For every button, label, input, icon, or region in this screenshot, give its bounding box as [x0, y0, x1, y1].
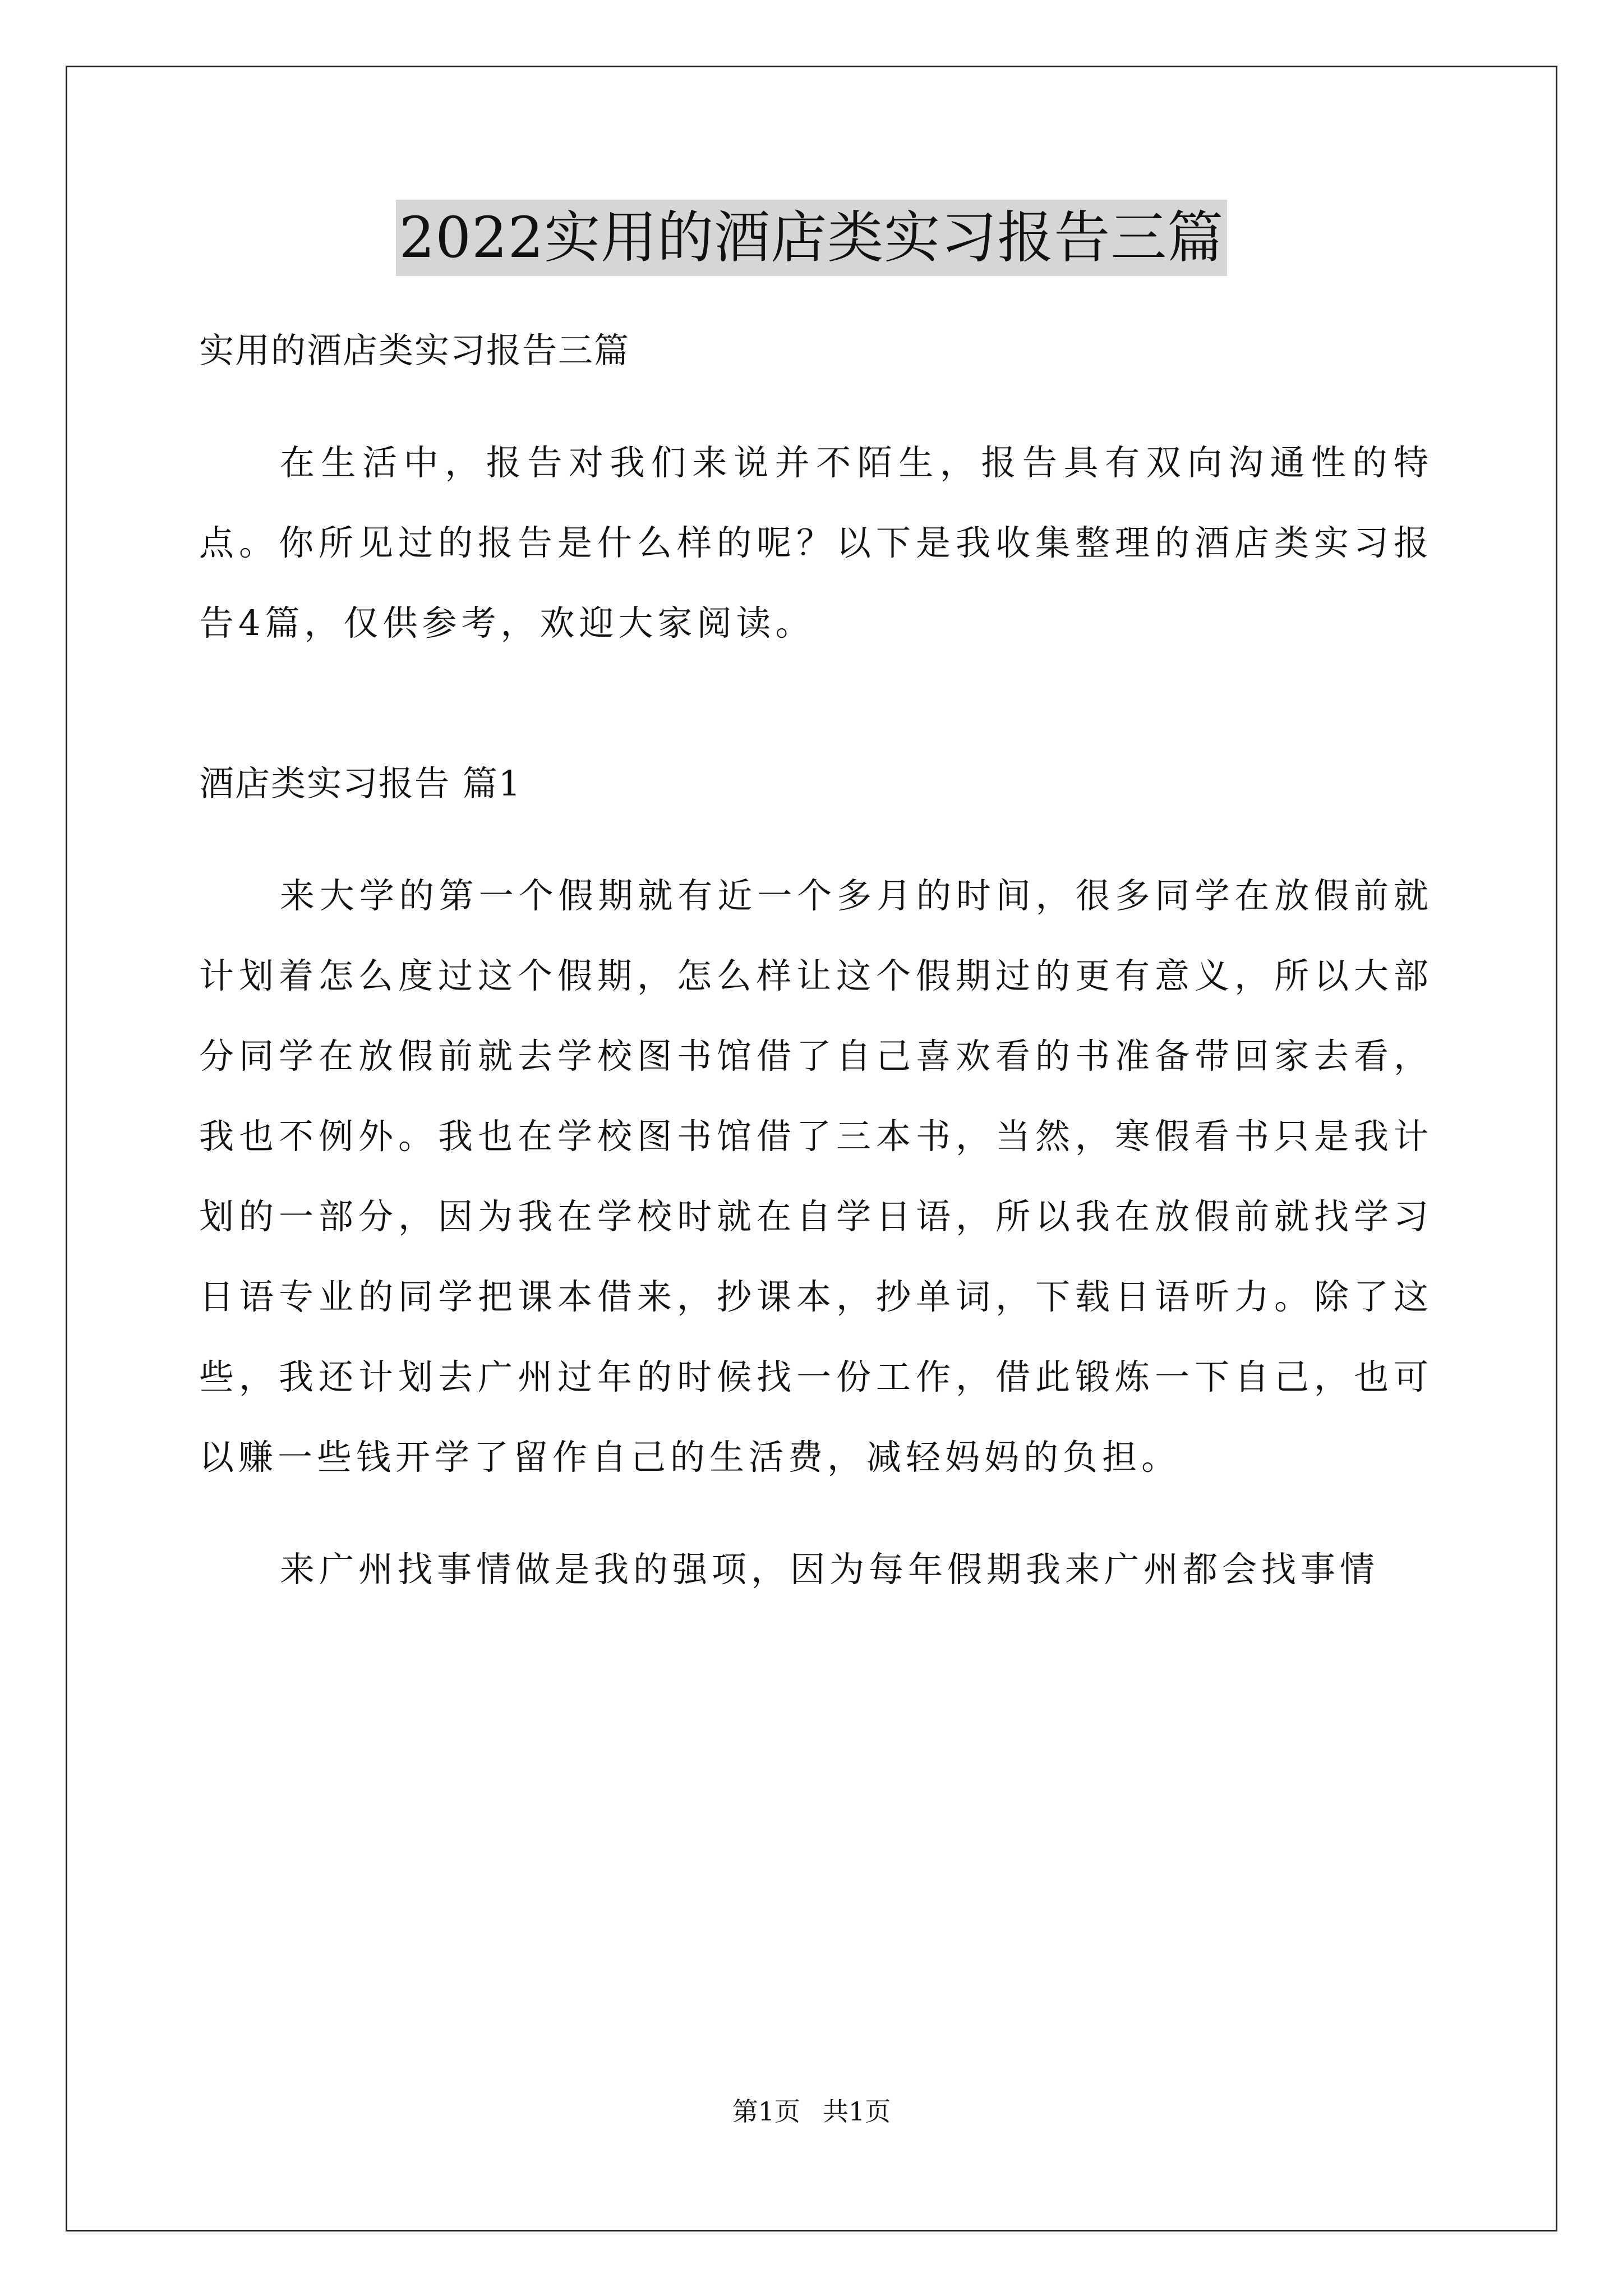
page-total: 共1页: [823, 2096, 891, 2127]
page-footer: [0, 2095, 1623, 2128]
body-paragraph-2: 来广州找事情做是我的强项，因为每年假期我来广州都会找事情: [280, 1549, 1380, 1590]
intro-paragraph: 在生活中，报告对我们来说并不陌生，报告具有双向沟通性的特点。你所见过的报告是什么样的呢？以下是我收集整理的酒店类实习报告4篇，仅供参考，欢迎大家阅读。: [199, 442, 1433, 643]
title-container: [0, 200, 1623, 276]
document-body: [199, 310, 1433, 1609]
document-title: 2022实用的酒店类实习报告三篇: [396, 200, 1228, 276]
document-subtitle: 实用的酒店类实习报告三篇: [199, 330, 630, 371]
body-paragraph-1: 来大学的第一个假期就有近一个多月的时间，很多同学在放假前就计划着怎么度过这个假期，怎么样让这个假期过的更有意义，所以大部分同学在放假前就去学校图书馆借了自己喜欢看的书准备带回家去看，我也不例外。我也在学校图书馆借了三本书，当然，寒假看书只是我计划的一部分，因为我在学校时就在自学日语，所以我在放假前就找学习日语专业的同学把课本借来，抄课本，抄单词，下载日语听力。除了这些，我还计划去广州过年的时候找一份工作，借此锻炼一下自己，也可以赚一些钱开学了留作自己的生活费，减轻妈妈的负担。: [199, 875, 1433, 1478]
page-number: 第1页: [732, 2096, 800, 2127]
section-heading: 酒店类实习报告 篇1: [199, 763, 522, 804]
